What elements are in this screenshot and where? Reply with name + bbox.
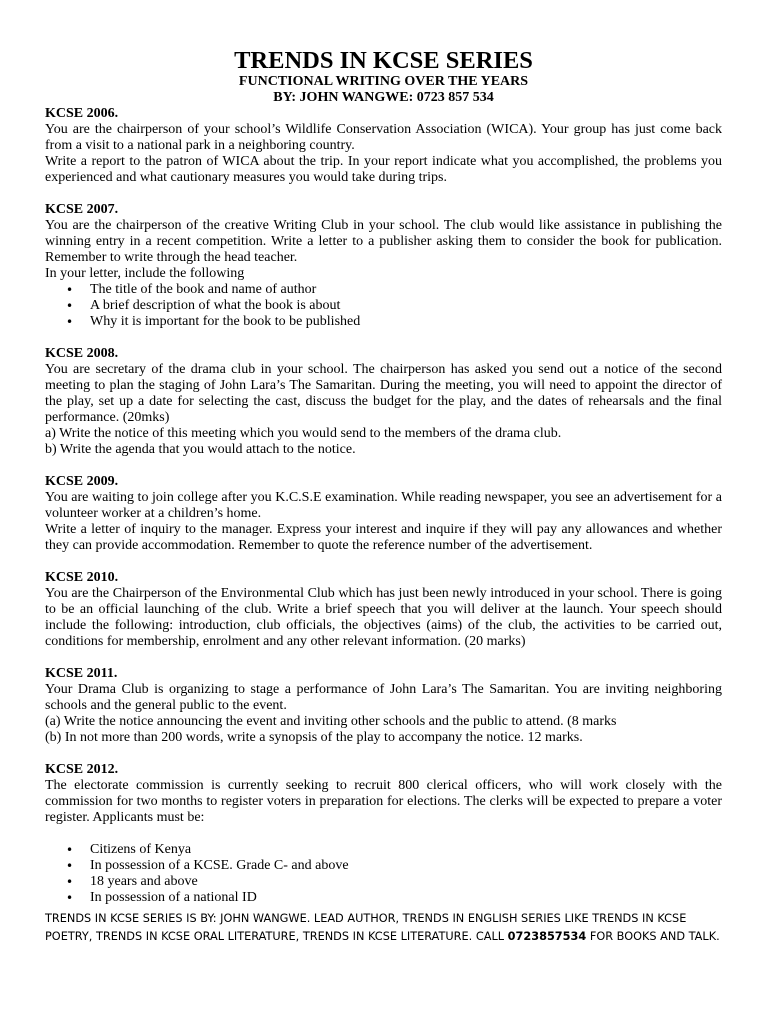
list-item: • A brief description of what the book is about [66, 298, 722, 314]
list-item: • In possession of a national ID [66, 890, 722, 906]
section-kcse-2006 [45, 106, 722, 186]
section-paragraph: You are waiting to join college after you K.C.S.E examination. While reading newspaper, you see an advertisement for a volunteer worker at a children’s home. [45, 490, 722, 521]
footer-phone: 0723857534 [507, 930, 587, 943]
section-heading: KCSE 2009. [45, 474, 119, 489]
section-kcse-2009 [45, 474, 722, 554]
page-footer [45, 910, 722, 946]
bullet-list [45, 842, 722, 906]
section-heading: KCSE 2008. [45, 346, 119, 361]
section-paragraph: In your letter, include the following [45, 266, 245, 281]
section-heading: KCSE 2011. [45, 666, 118, 681]
section-paragraph: Your Drama Club is organizing to stage a performance of John Lara’s The Samaritan. You are inviting neighboring schools and the general public to the event. [45, 682, 722, 713]
document-subtitle: FUNCTIONAL WRITING OVER THE YEARS [238, 74, 529, 89]
bullet-list [45, 282, 722, 330]
section-paragraph: a) Write the notice of this meeting which you would send to the members of the drama club. [45, 426, 562, 441]
section-paragraph: (b) In not more than 200 words, write a synopsis of the play to accompany the notice. 12 marks. [45, 730, 583, 745]
section-kcse-2007 [45, 202, 722, 330]
list-item: • In possession of a KCSE. Grade C- and above [66, 858, 722, 874]
section-paragraph: You are the Chairperson of the Environmental Club which has just been newly introduced in your school. There is going to be an official launching of the club. Write a brief speech that you will deliver at the launch. Your speech should include the following: introduction, club officials, the objectives (aims) of the club, the activities to be carried out, conditions for membership, enrolment and any other relevant information. (20 marks) [45, 586, 722, 649]
section-paragraph: Write a letter of inquiry to the manager. Express your interest and inquire if they will pay any allowances and whether they can provide accommodation. Remember to quote the reference number of the advertisement. [45, 522, 722, 553]
author-line: BY: JOHN WANGWE: 0723 857 534 [273, 90, 494, 105]
section-paragraph: You are the chairperson of the creative Writing Club in your school. The club would like assistance in publishing the winning entry in a recent competition. Write a letter to a publisher asking them to consider the book for publication. Remember to write through the head teacher. [45, 218, 722, 265]
document-title: TRENDS IN KCSE SERIES [234, 47, 533, 74]
section-kcse-2012 [45, 762, 722, 906]
section-paragraph: You are the chairperson of your school’s Wildlife Conservation Association (WICA). Your group has just come back from a visit to a national park in a neighboring country. [45, 122, 722, 153]
section-paragraph: b) Write the agenda that you would attach to the notice. [45, 442, 356, 457]
section-heading: KCSE 2012. [45, 762, 119, 777]
section-paragraph: You are secretary of the drama club in your school. The chairperson has asked you send out a notice of the second meeting to plan the staging of John Lara’s The Samaritan. During the meeting, you will need to appoint the director of the play, set up a date for selecting the cast, discuss the budget for the play, and the dates of rehearsals and the final performance. (20mks) [45, 362, 722, 425]
list-item: • Citizens of Kenya [66, 842, 722, 858]
spacer [45, 826, 722, 842]
section-paragraph: (a) Write the notice announcing the event and inviting other schools and the public to attend. (8 marks [45, 714, 617, 729]
section-kcse-2008 [45, 346, 722, 458]
section-heading: KCSE 2010. [45, 570, 119, 585]
section-kcse-2011 [45, 666, 722, 746]
list-item: • Why it is important for the book to be published [66, 314, 722, 330]
footer-text: TRENDS IN KCSE SERIES IS BY: JOHN WANGWE. LEAD AUTHOR, TRENDS IN ENGLISH SERIES LIKE TRENDS IN KCSE POETRY, TRENDS IN KCSE ORAL LITERATURE, TRENDS IN KCSE LITERATURE. CALL [45, 912, 687, 943]
section-kcse-2010 [45, 570, 722, 650]
list-item: • The title of the book and name of author [66, 282, 722, 298]
list-item: • 18 years and above [66, 874, 722, 890]
section-heading: KCSE 2007. [45, 202, 119, 217]
section-paragraph: The electorate commission is currently seeking to recruit 800 clerical officers, who will work closely with the commission for two months to register voters in preparation for elections. The clerks will be expected to prepare a voter register. Applicants must be: [45, 778, 722, 825]
footer-text-end: FOR BOOKS AND TALK. [586, 930, 720, 943]
section-heading: KCSE 2006. [45, 106, 119, 121]
section-paragraph: Write a report to the patron of WICA about the trip. In your report indicate what you accomplished, the problems you experienced and what cautionary measures you would take during trips. [45, 154, 722, 185]
